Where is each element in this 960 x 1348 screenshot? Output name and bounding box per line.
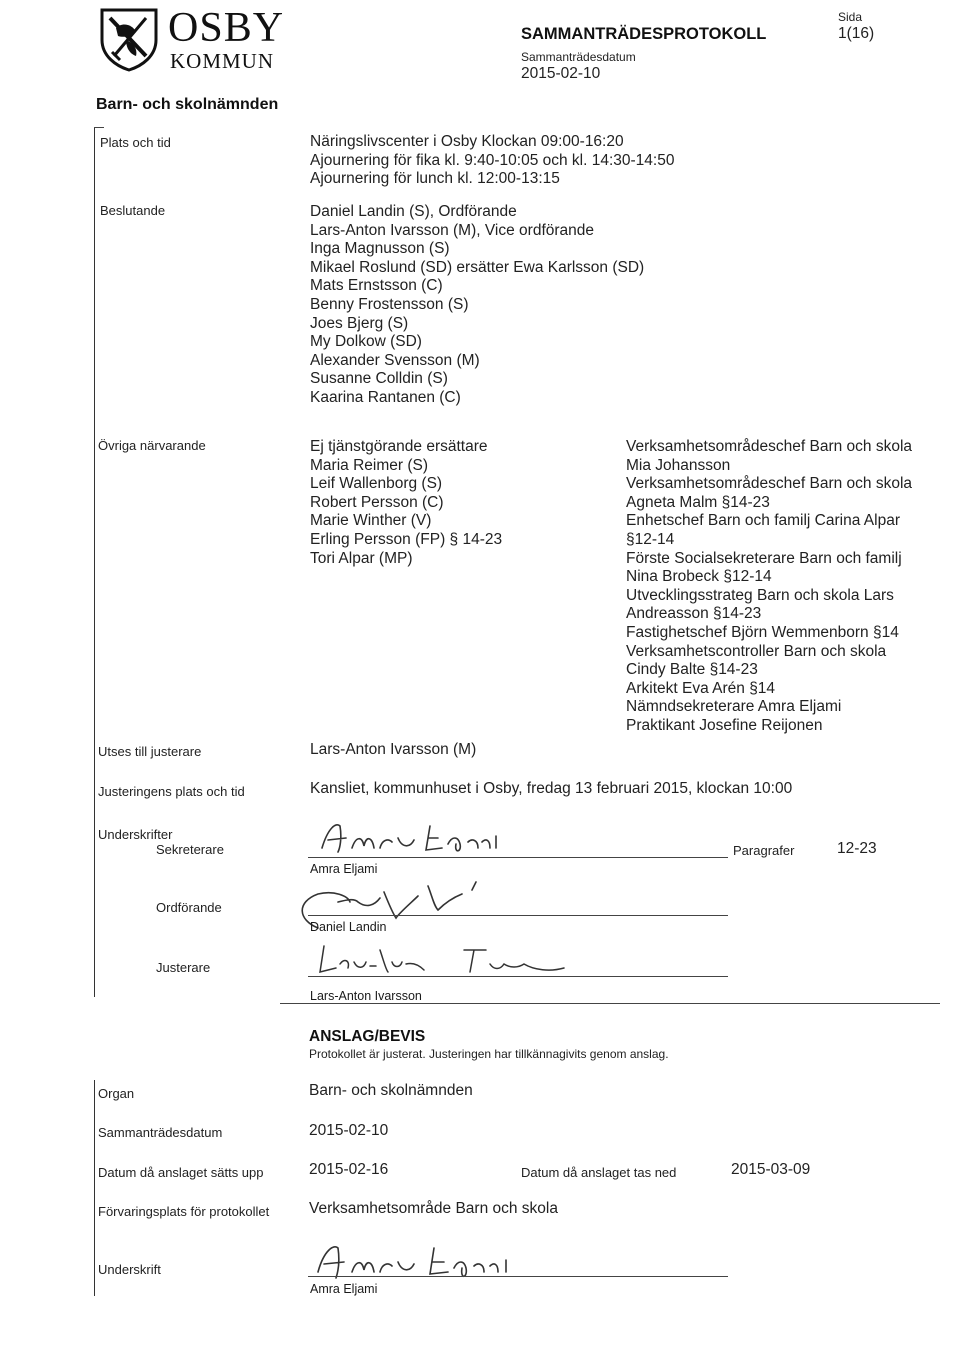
justerare-line [308,976,728,977]
page-number: 1(16) [838,25,875,42]
meeting-date: 2015-02-10 [521,65,601,82]
ovriga-item: Enhetschef Barn och familj Carina Alpar [626,512,900,530]
justerare-value: Lars-Anton Ivarsson (M) [310,741,477,758]
plats-label: Plats och tid [100,135,171,150]
underskrift-label: Underskrift [98,1262,161,1277]
ovriga-item: Nämndsekreterare Amra Eljami [626,698,842,716]
anslag-datum-label: Sammanträdesdatum [98,1125,223,1140]
ovriga-item: Utvecklingsstrateg Barn och skola Lars [626,586,894,604]
underskrift-signature [312,1240,532,1288]
plats-text [310,133,674,189]
ovriga-item: Förste Socialsekreterare Barn och familj [626,549,902,567]
member-item: Lars-Anton Ivarsson (M), Vice ordförande [310,221,595,239]
anslag-subtitle: Protokollet är justerat. Justeringen har tillkännagivits genom anslag. [309,1047,669,1061]
ovriga-item: Fastighetschef Björn Wemmenborn §14 [626,623,899,641]
member-item: Daniel Landin (S), Ordförande [310,203,517,220]
ovriga-item: Ej tjänstgörande ersättare [310,438,488,455]
ovriga-label: Övriga närvarande [98,438,206,453]
sekreterare-name: Amra Eljami [310,862,378,876]
document-title: SAMMANTRÄDESPROTOKOLL [521,25,767,43]
anslag-title: ANSLAG/BEVIS [309,1028,426,1045]
justerare-sign-label: Justerare [156,960,211,975]
forvaring-value: Verksamhetsområde Barn och skola [309,1200,558,1217]
organ-label: Organ [98,1086,135,1101]
ordforande-name: Daniel Landin [310,920,387,934]
coat-of-arms-icon [96,6,162,72]
top-rule [94,127,104,128]
beslutande-list [310,203,644,408]
ovriga-item: Mia Johansson [626,456,731,474]
sekreterare-line [308,857,728,858]
ovriga-item: Andreasson §14-23 [626,605,762,623]
ovriga-item: Maria Reimer (S) [310,456,428,474]
sekreterare-signature [318,818,508,866]
forvaring-label: Förvaringsplats för protokollet [98,1204,270,1219]
ovriga-item: Cindy Balte §14-23 [626,661,758,679]
page-label: Sida [838,10,863,24]
underskrift-name: Amra Eljami [310,1282,378,1296]
ovriga-item: Praktikant Josefine Reijonen [626,716,823,734]
anslag-ned-label: Datum då anslaget tas ned [521,1165,677,1180]
member-item: My Dolkow (SD) [310,333,422,351]
justering-value: Kansliet, kommunhuset i Osby, fredag 13 februari 2015, klockan 10:00 [310,780,793,797]
paragrafer-value: 12-23 [837,840,877,857]
member-item: Inga Magnusson (S) [310,240,450,258]
underskrift-line [308,1276,728,1277]
section-divider [280,1003,940,1004]
ovriga-item: Nina Brobeck §12-14 [626,568,772,586]
ovriga-item: Verksamhetscontroller Barn och skola [626,642,887,660]
ovriga-item: Verksamhetsområdeschef Barn och skola [626,438,913,455]
ovriga-item: Marie Winther (V) [310,512,432,530]
member-item: Alexander Svensson (M) [310,351,480,369]
anslag-upp-label: Datum då anslaget sätts upp [98,1165,264,1180]
member-item: Benny Frostensson (S) [310,295,469,313]
anslag-ned-value: 2015-03-09 [731,1161,811,1178]
ovriga-item: Leif Wallenborg (S) [310,475,443,493]
ovriga-item: Agneta Malm §14-23 [626,493,770,511]
sekreterare-label: Sekreterare [156,842,224,857]
osby-logo [96,6,296,76]
member-item: Kaarina Rantanen (C) [310,388,461,406]
paragrafer-label: Paragrafer [733,843,795,858]
ovriga-col2 [626,438,912,736]
committee-name: Barn- och skolnämnden [96,96,279,113]
member-item: Mats Ernstsson (C) [310,277,443,295]
logo-subtext: KOMMUN [170,49,275,73]
ovriga-item: Arkitekt Eva Arén §14 [626,679,776,697]
beslutande-label: Beslutande [100,203,166,218]
underskrifter-label: Underskrifter [98,827,173,842]
left-rule-bottom [94,1080,95,1296]
plats-line: Ajournering för lunch kl. 12:00-13:15 [310,170,560,188]
ordforande-line [308,915,728,916]
ovriga-item: Tori Alpar (MP) [310,549,413,567]
anslag-datum-value: 2015-02-10 [309,1122,389,1139]
meeting-date-label: Sammanträdesdatum [521,50,636,64]
ovriga-item: Verksamhetsområdeschef Barn och skola [626,475,913,493]
ovriga-item: Robert Persson (C) [310,493,444,511]
logo-word: OSBY [168,5,285,51]
justerare-label: Utses till justerare [98,744,202,759]
ovriga-item: Erling Persson (FP) § 14-23 [310,530,503,548]
ovriga-col1 [310,438,502,568]
plats-line: Ajournering för fika kl. 9:40-10:05 och kl. 14:30-14:50 [310,151,675,169]
member-item: Mikael Roslund (SD) ersätter Ewa Karlsson (SD) [310,258,645,276]
ordforande-label: Ordförande [156,900,222,915]
member-item: Joes Bjerg (S) [310,314,409,332]
plats-line: Näringslivscenter i Osby Klockan 09:00-16:20 [310,133,624,150]
justerare-name: Lars-Anton Ivarsson [310,989,422,1003]
member-item: Susanne Colldin (S) [310,370,448,388]
left-rule-top [94,127,95,997]
ovriga-item: §12-14 [626,530,675,548]
anslag-upp-value: 2015-02-16 [309,1161,389,1178]
organ-value: Barn- och skolnämnden [309,1082,473,1099]
justering-label: Justeringens plats och tid [98,784,245,799]
